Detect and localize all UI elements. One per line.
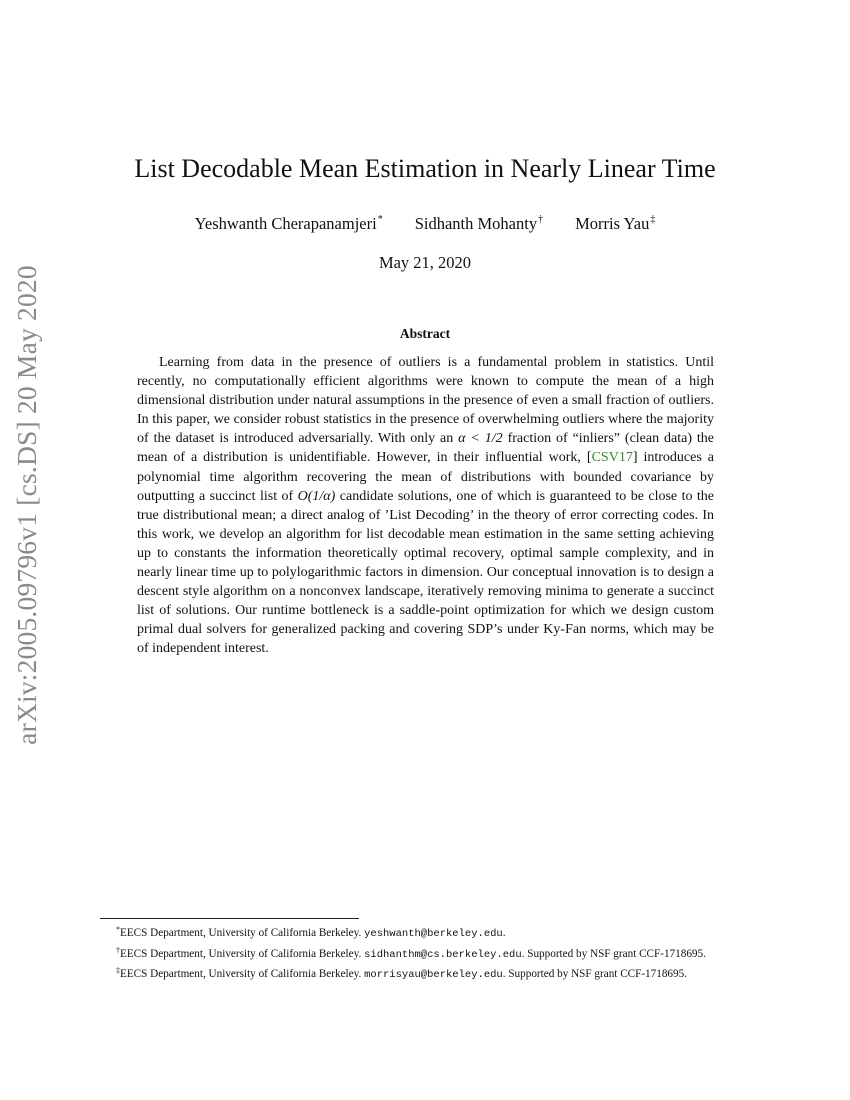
footnotes xyxy=(100,922,751,984)
author-list xyxy=(0,214,850,234)
author: Yeshwanth Cherapanamjeri* xyxy=(194,214,383,233)
author: Morris Yau‡ xyxy=(575,214,656,233)
citation-link[interactable]: CSV17 xyxy=(591,450,633,466)
abstract-heading: Abstract xyxy=(399,326,451,341)
footnote-divider xyxy=(100,918,359,919)
email: yeshwanth@berkeley.edu xyxy=(364,928,503,940)
author: Sidhanth Mohanty† xyxy=(414,214,544,233)
footnote: ‡EECS Department, University of California Berkeley. morrisyau@berkeley.edu. Supported by NSF grant CCF-1718695. xyxy=(116,966,688,981)
list-size-expression: O(1/α) xyxy=(297,488,336,504)
email: sidhanthm@cs.berkeley.edu xyxy=(364,948,522,961)
paper-date: May 21, 2020 xyxy=(378,253,472,272)
arxiv-stamp-text: arXiv:2005.09796v1 [cs.DS] 20 May 2020 xyxy=(11,265,43,745)
footnote-marker: † xyxy=(538,214,544,225)
footnote: *EECS Department, University of California Berkeley. yeshwanth@berkeley.edu. xyxy=(116,925,506,940)
alpha-expression: α < 1/2 xyxy=(458,431,503,447)
email: morrisyau@berkeley.edu xyxy=(364,969,503,981)
footnote-marker: * xyxy=(377,214,383,225)
footnote-marker: ‡ xyxy=(650,214,656,225)
paper-title: List Decodable Mean Estimation in Nearly Linear Time xyxy=(134,154,716,183)
abstract-text: Learning from data in the presence of outliers is a fundamental problem in statistics. Until recently, no computationally efficient algorithms were known to compute the mean of a high dimensional distribution under natural assumptions in the presence of even a small fraction of outliers. In this paper, we consider robust statistics in the presence of overwhelming outliers where the majority of the dataset is introduced adversarially. With only an α < 1/2 fraction of “inliers” (clean data) the mean of a distribution is unidentifiable. However, in their influential work, [CSV17] introduces a polynomial time algorithm recovering the mean of distributions with bounded covariance by outputting a succinct list of O(1/α) candidate solutions, one of which is guaranteed to be close to the true distributional mean; a direct analog of ’List Decoding’ in the theory of error correcting codes. In this work, we develop an algorithm for list decodable mean estimation in the same setting achieving up to constants the information theoretically optimal recovery, optimal sample complexity, and in nearly linear time up to polylogarithmic factors in dimension. Our conceptual innovation is to design a descent style algorithm on a nonconvex landscape, iteratively removing minima to generate a succinct list of solutions. Our runtime bottleneck is a saddle-point optimization for which we design custom primal dual solvers for generalized packing and covering SDP’s under Ky-Fan norms, which may be of independent interest. xyxy=(137,355,715,657)
footnote: †EECS Department, University of California Berkeley. sidhanthm@cs.berkeley.edu. Supported by NSF grant CCF-1718695. xyxy=(116,945,706,961)
